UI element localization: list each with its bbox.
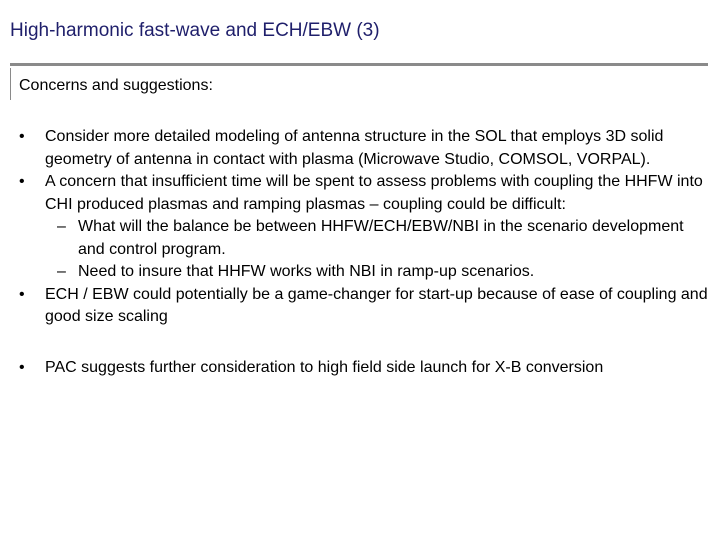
bullet-icon: • bbox=[19, 358, 25, 376]
sub-item-text: Need to insure that HHFW works with NBI in ramp-up scenarios. bbox=[78, 263, 535, 280]
bullet-text: A concern that insufficient time will be spent to assess problems with coupling the HHFW into CHI produced plasmas and ramping plasmas – coupling could be difficult: bbox=[45, 173, 703, 213]
slide-title: High-harmonic fast-wave and ECH/EBW (3) bbox=[10, 20, 380, 41]
intro-text: Concerns and suggestions: bbox=[19, 77, 213, 94]
content-frame-edge bbox=[10, 68, 11, 100]
sub-list-item bbox=[19, 261, 709, 284]
bullet-icon: • bbox=[19, 285, 25, 303]
bullet-list bbox=[19, 126, 709, 379]
title-divider bbox=[10, 63, 708, 66]
bullet-icon: • bbox=[19, 128, 25, 145]
bullet-text: ECH / EBW could potentially be a game-changer for start-up because of ease of coupling and good size scaling bbox=[45, 285, 708, 325]
list-item bbox=[19, 284, 709, 329]
bullet-text: PAC suggests further consideration to high field side launch for X-B conversion bbox=[45, 358, 604, 376]
list-item bbox=[19, 126, 709, 171]
dash-icon: – bbox=[57, 218, 66, 235]
bullet-text: Consider more detailed modeling of antenna structure in the SOL that employs 3D solid geometry of antenna in contact with plasma (Microwave Studio, COMSOL, VORPAL). bbox=[45, 128, 664, 168]
sub-item-text: What will the balance be between HHFW/ECH/EBW/NBI in the scenario development and control program. bbox=[78, 218, 684, 258]
list-item bbox=[19, 357, 709, 380]
list-item bbox=[19, 171, 709, 216]
sub-list-item bbox=[19, 216, 709, 261]
dash-icon: – bbox=[57, 263, 66, 280]
bullet-icon: • bbox=[19, 173, 25, 190]
